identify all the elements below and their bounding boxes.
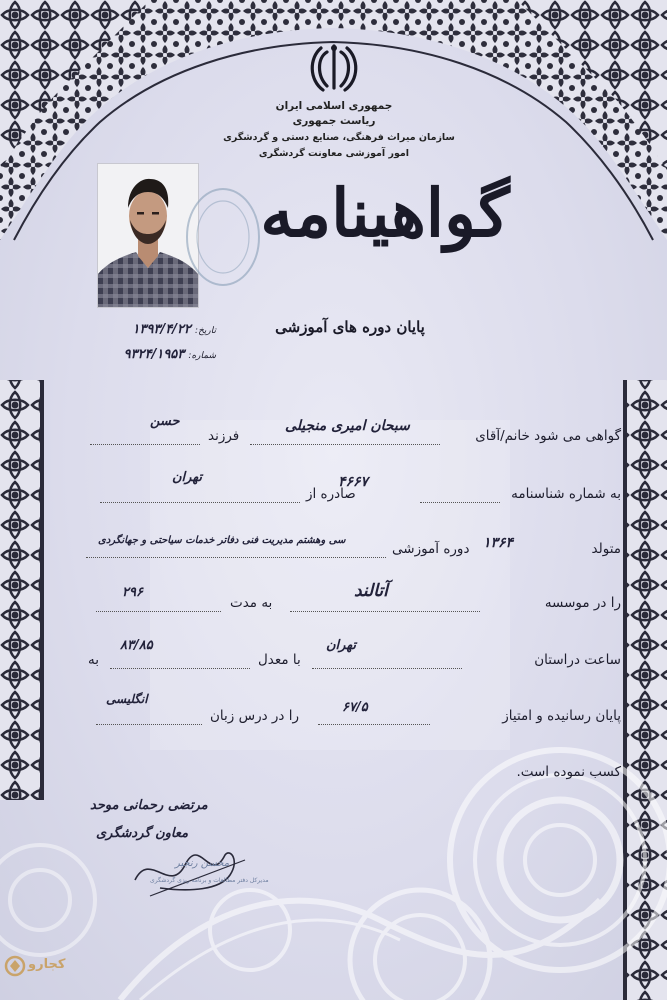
certificate-subtitle: پایان دوره های آموزشی xyxy=(275,318,425,336)
line5-prefix: ساعت دراستان xyxy=(534,652,621,668)
father-name: حسن xyxy=(150,414,180,429)
stamp-text: محسن رنجبر xyxy=(175,858,230,869)
duration-label: به مدت xyxy=(230,595,273,611)
number-row xyxy=(96,347,216,362)
date-label: تاریخ: xyxy=(195,326,216,336)
issued-from-label: صادره از xyxy=(306,486,356,502)
id-dots xyxy=(420,502,500,503)
header-department: امور آموزشی معاونت گردشگری xyxy=(258,148,410,159)
header-presidency: ریاست جمهوری xyxy=(292,115,376,127)
birth-year: ۱۳۶۴ xyxy=(483,535,514,551)
institute-name: آتالند xyxy=(354,581,388,601)
line7-text: کسب نموده است. xyxy=(516,764,621,780)
duration-dots xyxy=(96,611,221,612)
line6-prefix: پایان رسانیده و امتیاز xyxy=(502,708,621,724)
child-of-label: فرزند xyxy=(208,428,240,444)
average-label: با معدل xyxy=(258,652,301,668)
line3-prefix: متولد xyxy=(591,541,621,557)
line4-suffix: را در موسسه xyxy=(544,595,621,611)
lang-label: را در درس زبان xyxy=(210,708,299,724)
signature-scribble-icon xyxy=(130,840,250,900)
average-value: ۸۳/۸۵ xyxy=(120,638,153,653)
number-label: شماره: xyxy=(188,351,216,361)
province-dots xyxy=(312,668,462,669)
course-dots xyxy=(86,557,386,558)
certificate-title: گواهینامه xyxy=(260,174,510,252)
site-logo-icon xyxy=(4,955,26,977)
name-dots xyxy=(250,444,440,445)
header-country: جمهوری اسلامی ایران xyxy=(275,100,393,112)
course-label: دوره آموزشی xyxy=(392,541,470,557)
id-number: ۴۶۶۷ xyxy=(338,474,369,490)
father-dots xyxy=(90,444,200,445)
header-organization: سازمان میراث فرهنگی، صنایع دستی و گردشگری xyxy=(223,132,455,143)
applicant-name: سبحان امیری منجیلی xyxy=(285,418,410,434)
date-row xyxy=(96,322,216,337)
score-dots xyxy=(318,724,430,725)
signatory-name: مرتضی رحمانی موحد xyxy=(90,798,208,813)
score-value: ۶۷/۵ xyxy=(342,700,368,715)
line1-prefix: گواهی می شود خانم/آقای xyxy=(475,428,621,444)
line2-prefix: به شماره شناسنامه xyxy=(511,486,621,502)
signatory-role: معاون گردشگری xyxy=(96,826,189,841)
language-dots xyxy=(96,724,202,725)
duration-value: ۲۹۶ xyxy=(122,585,143,600)
date-value: ۱۳۹۳/۴/۲۲ xyxy=(132,322,191,337)
city-dots xyxy=(100,502,300,503)
language-value: انگلیسی xyxy=(106,692,148,706)
to-label: به xyxy=(88,652,99,668)
site-watermark: کجارو xyxy=(28,957,66,972)
issue-city: تهران xyxy=(172,470,202,485)
number-value: ۹۳۲۴/۱۹۵۳ xyxy=(123,347,185,362)
course-name: سی وهشتم مدیریت فنی دفاتر خدمات سیاحتی و جهانگردی xyxy=(98,535,346,546)
average-dots xyxy=(110,668,250,669)
iran-emblem-icon xyxy=(309,42,359,94)
province-name: تهران xyxy=(326,638,356,653)
institute-dots xyxy=(290,611,480,612)
stamp-subtext: مدیرکل دفتر مطالعات و برنامه ریزی گردشگری xyxy=(150,877,269,884)
